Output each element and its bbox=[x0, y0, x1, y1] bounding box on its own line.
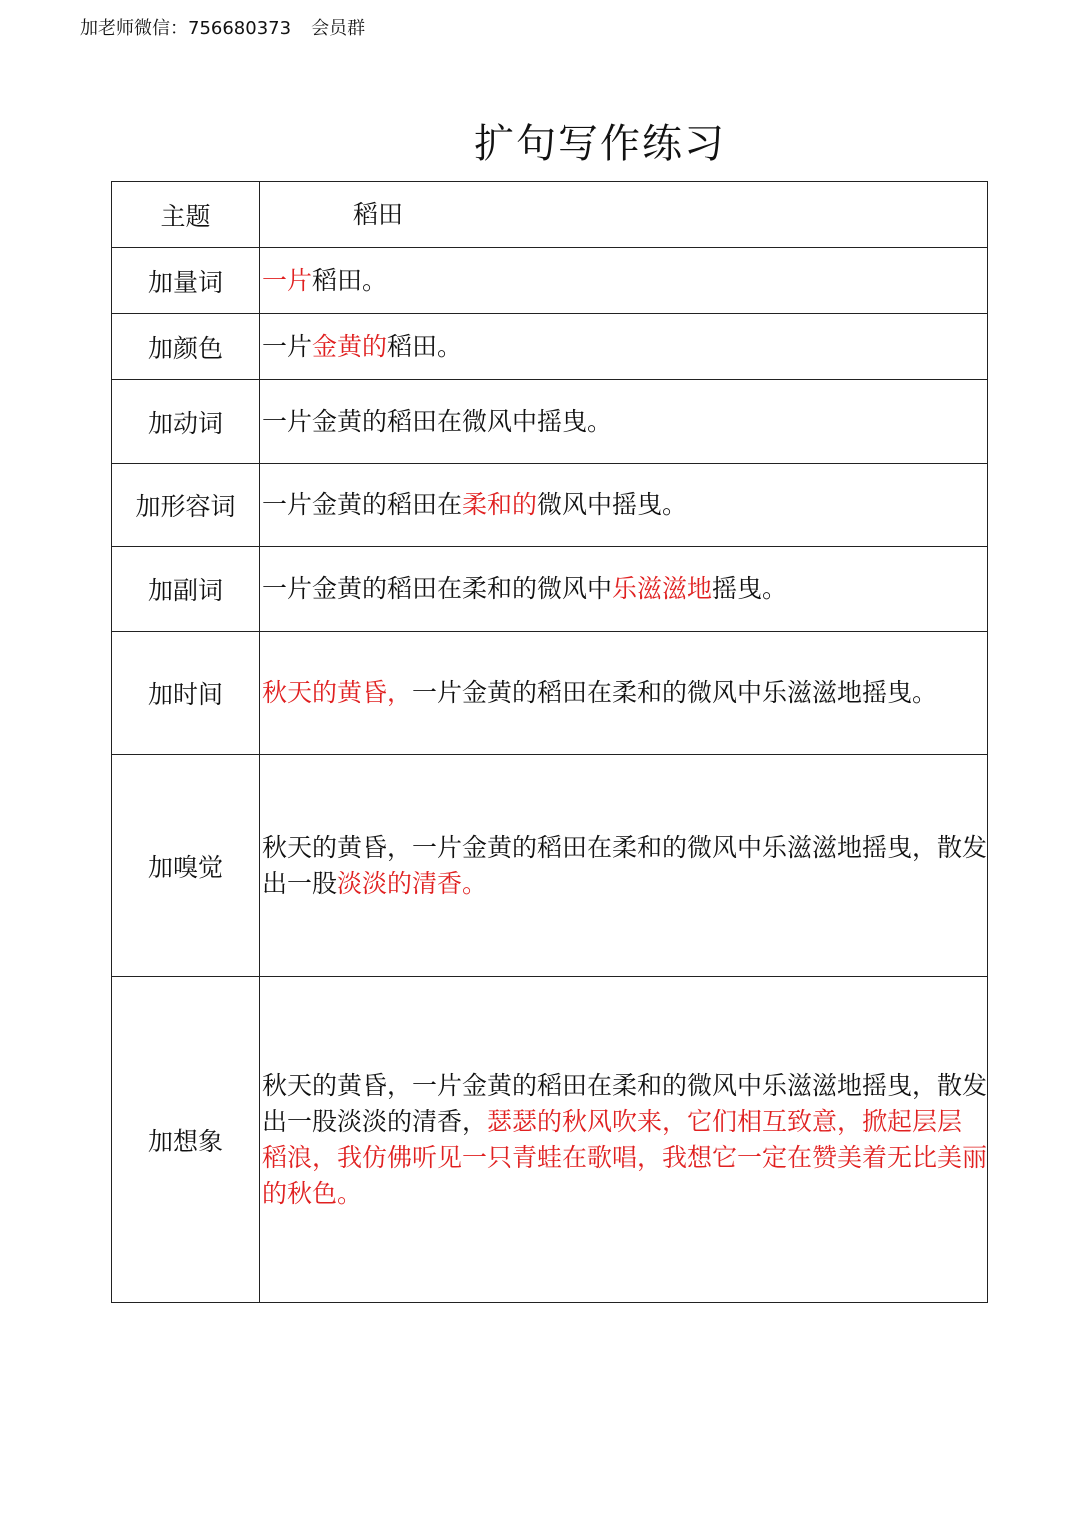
row-sentence bbox=[260, 632, 988, 755]
row-sentence bbox=[260, 380, 988, 464]
table-row bbox=[112, 755, 988, 977]
sentence-seg: 一片 bbox=[262, 331, 313, 361]
table-row bbox=[112, 977, 988, 1303]
table-row-topic bbox=[112, 182, 988, 248]
row-sentence bbox=[260, 755, 988, 977]
header-contact: 加老师微信：756680373 bbox=[80, 18, 292, 39]
expansion-table bbox=[111, 181, 988, 1303]
row-label: 加动词 bbox=[112, 380, 260, 464]
row-label: 加时间 bbox=[112, 632, 260, 755]
table-row bbox=[112, 632, 988, 755]
sentence-seg: 摇曳。 bbox=[712, 574, 788, 603]
table-row bbox=[112, 314, 988, 380]
topic-label: 主题 bbox=[112, 182, 260, 248]
sentence-seg: 柔和的 bbox=[462, 490, 538, 519]
sentence-seg: 一片金黄的稻田在微风中摇曳。 bbox=[262, 406, 613, 436]
sentence-seg: 微风中摇曳。 bbox=[537, 490, 688, 519]
sentence-seg: 稻田。 bbox=[387, 331, 463, 361]
row-sentence bbox=[260, 547, 988, 632]
row-sentence bbox=[260, 977, 988, 1303]
sentence-seg: 乐滋滋地 bbox=[612, 574, 713, 603]
page-header bbox=[80, 14, 365, 40]
row-sentence bbox=[260, 314, 988, 380]
row-label: 加形容词 bbox=[112, 464, 260, 547]
table-row bbox=[112, 248, 988, 314]
sentence-seg: 金黄的 bbox=[312, 331, 388, 361]
row-sentence bbox=[260, 248, 988, 314]
topic-value: 稻田 bbox=[260, 182, 988, 248]
row-label: 加量词 bbox=[112, 248, 260, 314]
row-sentence bbox=[260, 464, 988, 547]
row-label: 加想象 bbox=[112, 977, 260, 1303]
sentence-seg: 一片金黄的稻田在 bbox=[262, 490, 463, 519]
row-label: 加颜色 bbox=[112, 314, 260, 380]
sentence-seg: 一片金黄的稻田在柔和的微风中乐滋滋地摇曳。 bbox=[412, 678, 938, 707]
sentence-seg: 淡淡的清香。 bbox=[337, 868, 488, 898]
sentence-seg: 秋天的黄昏，一片金黄的稻田在柔和的微风中乐滋滋地摇曳，散发出一股 bbox=[262, 832, 988, 898]
sentence-seg: 秋天的黄昏， bbox=[262, 678, 413, 707]
sentence-seg: 一片金黄的稻田在柔和的微风中 bbox=[262, 574, 613, 603]
sentence-seg: 稻田。 bbox=[312, 265, 388, 295]
page-title: 扩句写作练习 bbox=[474, 121, 726, 167]
table-row bbox=[112, 464, 988, 547]
sentence-seg: 秋天的黄昏，一片金黄的稻田在柔和的微风中乐滋滋地摇曳，散发出一股淡淡的清香， bbox=[262, 1070, 988, 1136]
sentence-seg: 瑟瑟的秋风吹来，它们相互致意，掀起层层稻浪，我仿佛听见一只青蛙在歌唱，我想它一定在赞美着无比美丽的秋色。 bbox=[262, 1106, 988, 1208]
header-group: 会员群 bbox=[311, 18, 366, 39]
row-label: 加副词 bbox=[112, 547, 260, 632]
table-row bbox=[112, 380, 988, 464]
sentence-seg: 一片 bbox=[262, 265, 313, 295]
table-row bbox=[112, 547, 988, 632]
row-label: 加嗅觉 bbox=[112, 755, 260, 977]
